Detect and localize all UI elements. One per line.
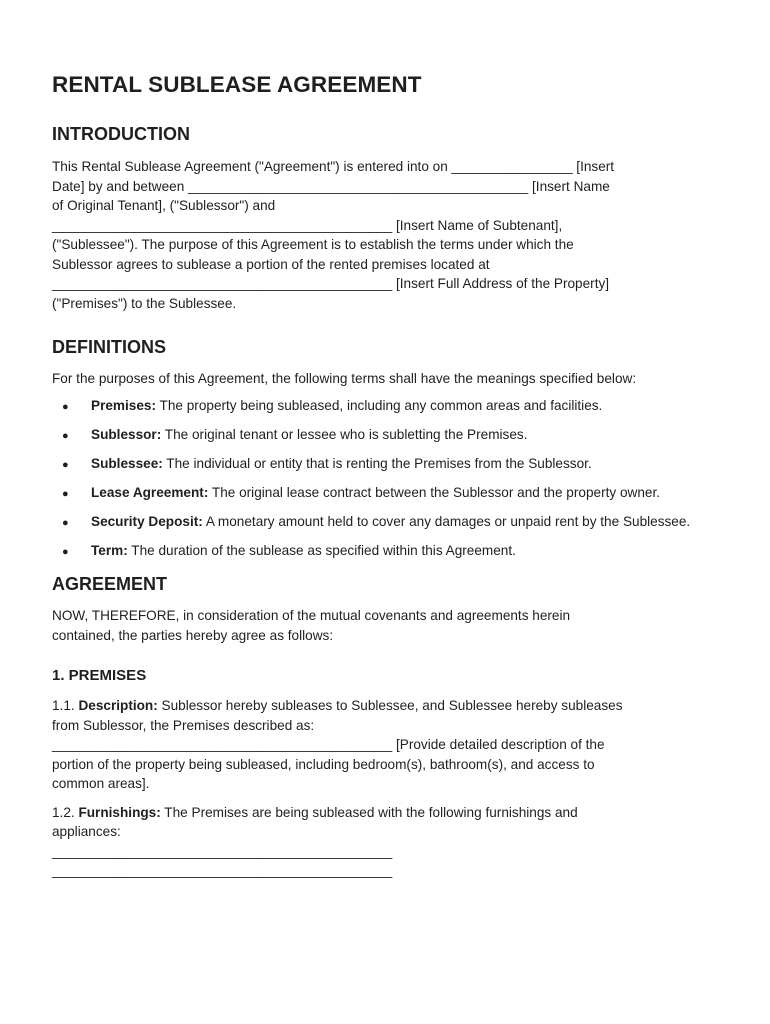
definition-text: A monetary amount held to cover any damages or unpaid rent by the Sublessee. [202,513,691,529]
premises-description-paragraph [52,696,724,794]
definition-term: Term: [91,542,128,558]
bullet-icon: ● [62,429,69,442]
intro-line: ("Premises") to the Sublessee. [52,295,237,311]
bullet-icon: ● [62,458,69,471]
agreement-line: NOW, THEREFORE, in consideration of the mutual covenants and agreements herein [52,608,571,623]
intro-line: _____________________________________________ [Insert Full Address of the Property] [52,276,610,291]
intro-line: This Rental Sublease Agreement ("Agreement") is entered into on ________________ [Insert [52,159,615,174]
intro-line: ("Sublessee"). The purpose of this Agreement is to establish the terms under which the [52,237,574,252]
clause-label: Description: [78,698,158,713]
clause-number: 1.2. [52,804,79,820]
definition-item [52,425,724,445]
furnishings-blank-line: _____________________________________________ [52,843,393,859]
definition-term: Lease Agreement: [91,484,209,500]
definition-text: The property being subleased, including any common areas and facilities. [156,397,603,413]
definition-item [52,541,724,561]
furnishings-line: The Premises are being subleased with the following furnishings and [160,804,578,820]
bullet-icon: ● [62,487,69,500]
premises-heading: 1. PREMISES [52,667,147,684]
agreement-paragraph [52,606,724,645]
definition-item [52,396,724,416]
definition-term: Premises: [91,397,156,413]
introduction-heading: INTRODUCTION [52,124,190,144]
intro-line: Date] by and between _____________________________________________ [Insert Name [52,178,610,194]
clause-label: Furnishings: [78,804,161,820]
definition-item [52,512,724,532]
description-line: common areas]. [52,776,150,791]
description-line: portion of the property being subleased, including bedroom(s), bathroom(s), and access to [52,756,595,772]
definitions-intro: For the purposes of this Agreement, the following terms shall have the meanings specified below: [52,371,637,386]
definition-text: The duration of the sublease as specified within this Agreement. [127,542,516,558]
bullet-icon: ● [62,545,69,558]
furnishings-line: appliances: [52,824,121,839]
premises-furnishings-paragraph [52,803,724,881]
agreement-heading: AGREEMENT [52,574,168,594]
document-page [52,68,724,881]
definition-text: The original lease contract between the Sublessor and the property owner. [208,484,660,500]
definition-item [52,483,724,503]
intro-line: _____________________________________________ [Insert Name of Subtenant], [52,217,563,233]
description-line: from Sublessor, the Premises described as: [52,717,315,733]
furnishings-blank-line: _____________________________________________ [52,863,393,878]
clause-number: 1.1. [52,698,79,713]
definition-text: The individual or entity that is renting the Premises from the Sublessor. [162,455,592,471]
document-title: RENTAL SUBLEASE AGREEMENT [52,72,422,97]
bullet-icon: ● [62,400,69,413]
definitions-heading: DEFINITIONS [52,337,167,357]
definition-item [52,454,724,474]
intro-line: Sublessor agrees to sublease a portion of the rented premises located at [52,256,490,272]
definition-text: The original tenant or lessee who is subletting the Premises. [161,426,528,442]
definition-term: Sublessor: [91,426,162,442]
description-line: Sublessor hereby subleases to Sublessee, and Sublessee hereby subleases [157,698,623,713]
definition-term: Sublessee: [91,455,163,471]
definition-term: Security Deposit: [91,513,203,529]
intro-line: of Original Tenant], ("Sublessor") and [52,198,276,213]
definitions-list [52,396,724,561]
agreement-line: contained, the parties hereby agree as follows: [52,627,334,643]
bullet-icon: ● [62,516,69,529]
introduction-paragraph [52,157,724,313]
description-line: _____________________________________________ [Provide detailed description of the [52,737,605,752]
